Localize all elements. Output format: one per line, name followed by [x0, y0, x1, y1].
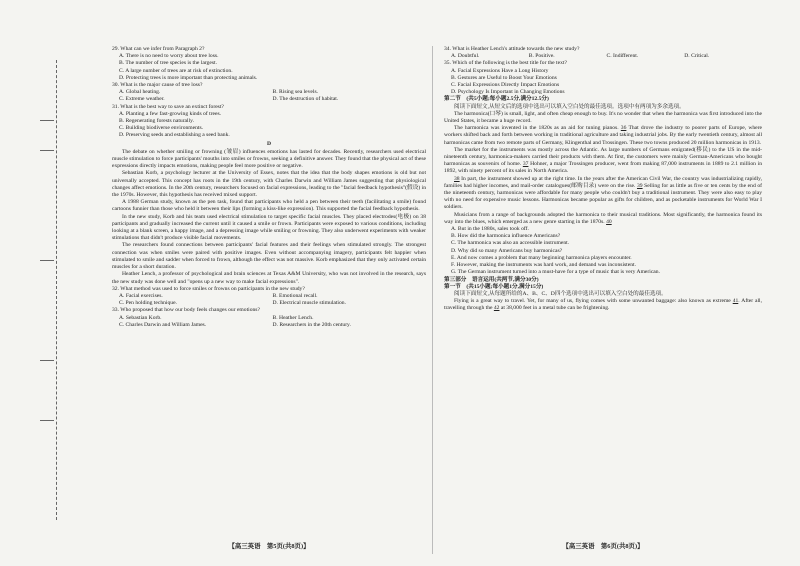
harmonica-paragraph — [444, 176, 762, 212]
question-30-stem: 30. What is the major cause of tree loss? — [112, 82, 203, 89]
question-30-option-b[interactable]: B. Rising sea levels. — [272, 89, 319, 96]
passage-d-paragraph: Sebastian Korb, a psychology lecturer at the University of Essex, notes that the idea that the body shapes emotions is old but not universally accepted. This concept has roots in the 19th century, with Charles Darwin and William James suggesting that physiological changes affect emotions. In the 20th century, researchers focused on facial expressions, leading to the "facial feedback hypothesis"(假设) in the 1970s. However, this hypothesis has received mixed support. — [112, 170, 426, 199]
question-29-option-a[interactable]: A. There is no need to worry about tree loss. — [119, 53, 219, 60]
harmonica-text: The harmonica was invented in the 1820s as an aid for tuning pianos. — [454, 125, 621, 132]
question-30-option-d[interactable]: D. The destruction of habitat. — [272, 96, 339, 103]
binding-margin — [0, 0, 92, 566]
harmonica-text: The market for the instruments was mostly across the Atlantic. As large numbers of Germans emigrated(移民) to the US in the mid-nineteenth century, harmonica-makers carried their products with them. At first, the customers were mainly German-Americans who bought harmonicas as souvenirs of home. — [444, 146, 762, 168]
section-2-instructions: 阅读下面短文,从短文后的选项中选出可以填入空白处的最佳选项。选项中有两项为多余选项。 — [454, 103, 685, 110]
question-34-option-b[interactable]: B. Positive. — [528, 53, 555, 60]
passage-d-paragraph: In the new study, Korb and his team used electrical stimulation to target specific facial muscles. They placed electrodes(电极) on 38 participants and gradually increased the current until it caused a smile or frown. Participants were exposed to various conditions, including looking at a blank screen, a happy image, and a depressing image while smiling or frowning. They also underwent experiments with weaker stimulations that didn't produce visible facial movements. — [112, 213, 426, 242]
question-32-option-c[interactable]: C. Pen holding technique. — [119, 300, 177, 307]
left-column — [112, 46, 426, 329]
margin-tick — [40, 260, 54, 261]
choice-g[interactable]: G. The German instrument turned into a must-have for a type of music that is very American. — [451, 269, 660, 276]
question-35-option-d[interactable]: D. Psychology Is Important in Changing Emotions — [451, 89, 565, 96]
harmonica-paragraph — [444, 212, 762, 226]
question-31-option-b[interactable]: B. Regenerating forests naturally. — [119, 118, 194, 125]
question-34-option-a[interactable]: A. Doubtful. — [451, 53, 480, 60]
part-3-title: 第三部分 语言运用(共两节,满分30分) — [444, 276, 539, 283]
question-31-option-d[interactable]: D. Preserving seeds and establishing a seed bank. — [119, 132, 230, 139]
column-divider — [432, 46, 433, 554]
harmonica-paragraph — [444, 147, 762, 176]
cloze-text: . After all, travelling through the — [444, 298, 762, 312]
page-footer-left: 【高三英语 第5页(共8页)】 — [228, 543, 310, 550]
question-31-option-c[interactable]: C. Building biodiverse environments. — [119, 125, 204, 132]
question-31-stem: 31. What is the best way to save an extinct forest? — [112, 103, 224, 110]
choice-b[interactable]: B. How did the harmonica influence Americans? — [451, 233, 561, 240]
question-33-options-row — [119, 315, 426, 322]
passage-d-paragraph: The debate on whether smiling or frowning (皱眉) influences emotions has lasted for decades. Recently, researchers used electrical muscle stimulation to force participants' mouths into smiles or frowns, seeking a definitive answer. They found that the physical act of these expressions directly impacts emotions, making people feel more positive or negative. — [112, 148, 426, 170]
blank-38[interactable]: 38 — [454, 175, 460, 182]
harmonica-text: Selling for as little as five or ten cents by the end of the nineteenth century, harmonicas were affordable for many people who couldn't buy a traditional instrument. They were also easy to play with no need for expensive music lessons. Harmonicas became popular as gifts for children, and as pocketable instruments for World War I soldiers. — [444, 182, 762, 211]
cloze-text: at 38,000 feet in a metal tube can be frightening. — [499, 305, 610, 312]
question-33-option-b[interactable]: B. Heather Lench. — [272, 314, 314, 321]
blank-40[interactable]: 40 — [606, 218, 612, 225]
question-34-option-c[interactable]: C. Indifferent. — [606, 53, 639, 60]
passage-d-label: D — [266, 140, 272, 147]
harmonica-text: That drove the industry to poorer parts of Europe, where workers shifted back and forth between working in traditional agriculture and taking industrial jobs. By the early twentieth century, almost all harmonicas came from two remote parts of Germany, Klingenthal and Trossingen. These two towns produced 20 million harmonicas in 1913. — [444, 125, 762, 146]
right-column — [444, 46, 762, 313]
passage-d-paragraph: A 1988 German study, known as the pen task, found that participants who held a pen between their teeth (facilitating a smile) found cartoons funnier than those who held it between their lips (forming a kiss-like expression). This supported the facial feedback hypothesis. — [112, 199, 426, 213]
blank-39[interactable]: 39 — [636, 182, 643, 189]
question-32-stem: 32. What method was used to force smiles or frowns on participants in the new study? — [112, 285, 305, 292]
blank-37[interactable]: 37 — [522, 161, 529, 168]
harmonica-text: In part, the instrument showed up at the right time. In the years after the American Civil War, the country was industrializing rapidly, families had higher incomes, and mail-order catalogues(邮购目录) were on the rise. — [444, 175, 762, 189]
harmonica-paragraph: The harmonica(口琴) is small, light, and often cheap enough to buy. It's no wonder that when the harmonica was first introduced into the United States, it became a huge record. — [444, 110, 762, 125]
question-29-option-d[interactable]: D. Protecting trees is more important than protecting animals. — [119, 74, 258, 81]
choice-e[interactable]: E. And now comes a problem that many beginning harmonica players encounter. — [451, 254, 632, 261]
margin-tick — [40, 120, 54, 121]
question-34-stem: 34. What is Heather Lench's attitude towards the new study? — [444, 46, 580, 52]
blank-36[interactable]: 36 — [620, 125, 627, 132]
blank-41[interactable]: 41 — [732, 298, 739, 305]
choice-d[interactable]: D. Why did so many Americans buy harmonicas? — [451, 247, 563, 254]
harmonica-text: Musicians from a range of backgrounds adopted the harmonica to their musical traditions. Most significantly, the harmonica found its way into the blues, which emerged as a new genre starting in the 1870s. — [444, 211, 762, 225]
passage-d-paragraph: Heather Lench, a professor of psychological and brain sciences at Texas A&M University, who was not involved in the research, says the new study was done well and "opens up a new way to make facial expressions". — [112, 271, 426, 285]
blank-42[interactable]: 42 — [493, 305, 500, 312]
passage-d-paragraph: The researchers found connections between participants' facial features and their feelings when stimulated strongly. The strongest connection was when smiles were paired with positive images. Even without accompanying imagery, participants felt happier when stimulated to smile and sadder when forced to frown, although the effect was not massive. Korb emphasized that they only activated certain muscles for a short duration. — [112, 242, 426, 271]
choice-a[interactable]: A. But in the 1880s, sales took off. — [451, 226, 529, 233]
question-33-stem: 33. Who proposed that how our body feels changes our emotions? — [112, 307, 260, 314]
margin-tick — [40, 150, 54, 151]
part-3-instructions: 阅读下面短文,从每题所给的A、B、C、D四个选项中选出可以填入空白处的最佳选项。 — [454, 290, 667, 297]
margin-tick — [40, 420, 54, 421]
question-33-options-row — [119, 322, 426, 329]
question-35-option-a[interactable]: A. Facial Expressions Have a Long History — [451, 67, 549, 74]
question-35-option-c[interactable]: C. Facial Expressions Directly Impact Emotions — [451, 82, 560, 89]
question-30-option-c[interactable]: C. Extreme weather. — [119, 96, 165, 103]
question-31-option-a[interactable]: A. Planting a few fast-growing kinds of trees. — [119, 110, 222, 117]
harmonica-text: Hohner, a major Trossingen producer, went from making 87,000 instruments in 1889 to 2.1 million in 1892, with ninety percent of its sales in North America. — [444, 161, 762, 175]
cloze-paragraph — [444, 298, 762, 312]
harmonica-paragraph — [444, 125, 762, 147]
question-33-option-d[interactable]: D. Researchers in the 20th century. — [272, 321, 351, 328]
question-33-option-a[interactable]: A. Sebastian Korb. — [119, 314, 162, 321]
section-2-title: 第二节 (共5小题;每小题2.5分,满分12.5分) — [444, 96, 549, 103]
question-35-stem: 35. Which of the following is the best title for the text? — [444, 60, 567, 67]
cut-line — [56, 60, 57, 520]
question-34-option-d[interactable]: D. Critical. — [684, 53, 710, 60]
question-35-option-b[interactable]: B. Gestures are Useful to Boost Your Emotions — [451, 74, 557, 81]
margin-tick — [40, 360, 54, 361]
cloze-text: Flying is a great way to travel. Yet, for many of us, flying comes with some unwanted baggage: also known as extreme — [454, 298, 733, 305]
choice-c[interactable]: C. The harmonica was also an accessible instrument. — [451, 240, 570, 247]
question-32-option-a[interactable]: A. Facial exercises. — [119, 292, 163, 299]
question-32-option-b[interactable]: B. Emotional recall. — [272, 292, 318, 299]
question-32-option-d[interactable]: D. Electrical muscle stimulation. — [272, 300, 346, 307]
question-29-option-c[interactable]: C. A large number of trees are at risk of extinction. — [119, 67, 233, 74]
choice-f[interactable]: F. However, making the instruments was hard work, and demand was inconsistent. — [451, 262, 636, 269]
part-3-subtitle: 第一节 (共15小题;每小题1分,满分15分) — [444, 283, 544, 290]
page-footer-right: 【高三英语 第6页(共8页)】 — [562, 543, 644, 550]
question-33-option-c[interactable]: C. Charles Darwin and William James. — [119, 321, 207, 328]
question-30-options-row — [119, 96, 426, 103]
question-32-options-row — [119, 293, 426, 300]
question-29-stem: 29. What can we infer from Paragraph 2? — [112, 46, 205, 52]
question-29-option-b[interactable]: B. The number of tree species is the largest. — [119, 60, 217, 67]
question-30-option-a[interactable]: A. Global heating. — [119, 89, 161, 96]
